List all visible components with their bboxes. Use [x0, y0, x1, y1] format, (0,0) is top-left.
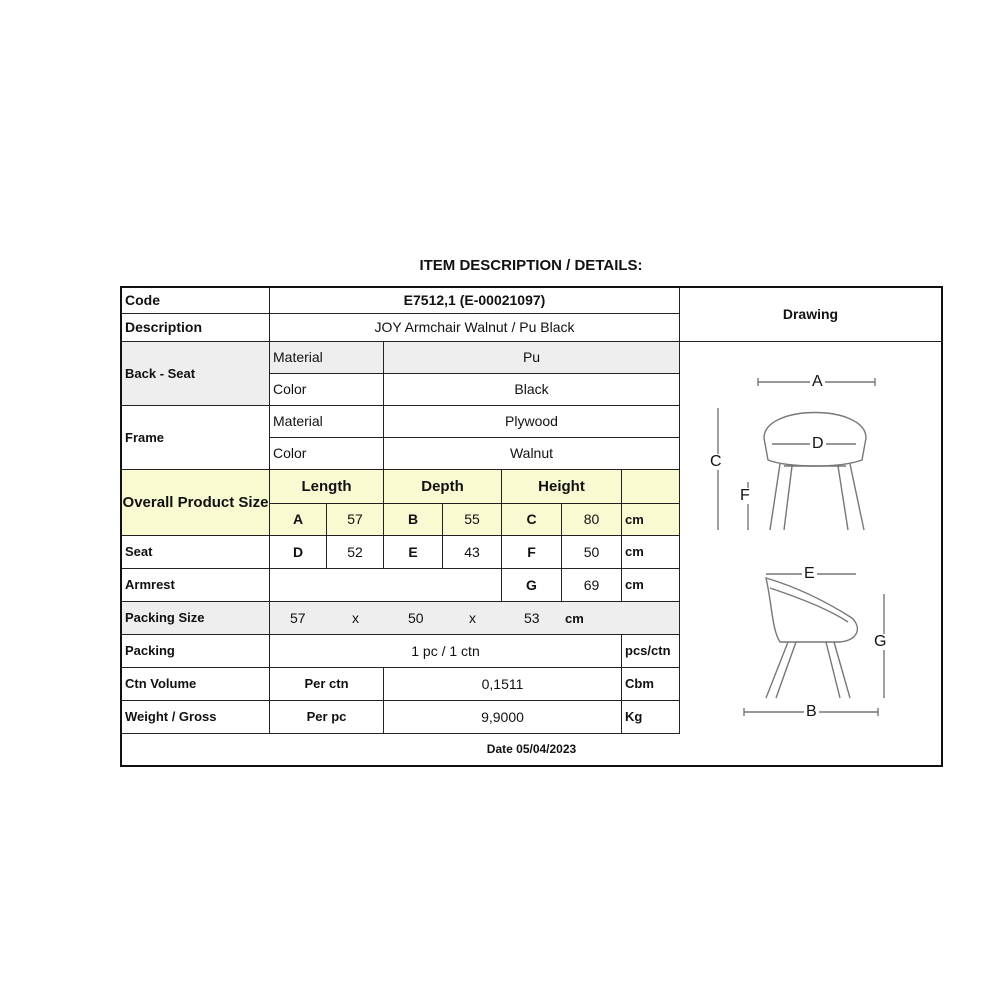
dim-f-value: 50: [562, 536, 622, 569]
packing-x-2: x: [469, 610, 476, 626]
dim-a-label: A: [270, 504, 327, 536]
date-footer: Date 05/04/2023: [486, 742, 577, 757]
unit-header-blank: [622, 470, 680, 504]
packing-width: 50: [408, 610, 424, 626]
front-leg-1: [770, 464, 780, 530]
seat-label: Seat: [122, 536, 270, 569]
drawing-header: Drawing: [680, 288, 941, 342]
packing-value: 1 pc / 1 ctn: [270, 635, 622, 668]
armrest-unit: cm: [622, 569, 680, 602]
weight-value: 9,9000: [384, 701, 622, 734]
weight-label: Weight / Gross: [122, 701, 270, 734]
dim-e-label: E: [384, 536, 443, 569]
side-leg-2: [776, 642, 796, 698]
dim-g-label: G: [502, 569, 562, 602]
code-value: E7512,1 (E-00021097): [270, 288, 680, 314]
dim-b-label: B: [384, 504, 443, 536]
dim-d-value: 52: [327, 536, 384, 569]
overall-unit: cm: [622, 504, 680, 536]
packing-height: 53: [524, 610, 540, 626]
drawing-label-d: D: [812, 435, 824, 452]
spec-sheet: [120, 286, 943, 767]
length-header: Length: [270, 470, 384, 504]
packing-size-unit: cm: [565, 611, 584, 626]
side-leg-4: [834, 642, 850, 698]
frame-color-label: Color: [270, 438, 384, 470]
frame-color: Walnut: [384, 438, 680, 470]
page-title: ITEM DESCRIPTION / DETAILS:: [419, 257, 643, 274]
chair-drawing: [680, 342, 941, 734]
code-label: Code: [122, 288, 270, 314]
dim-d-label: D: [270, 536, 327, 569]
packing-size-label: Packing Size: [122, 602, 270, 635]
overall-size-label: Overall Product Size: [122, 470, 270, 536]
front-leg-4: [850, 464, 864, 530]
armrest-label: Armrest: [122, 569, 270, 602]
dim-f-label: F: [502, 536, 562, 569]
ctn-volume-unit: Cbm: [622, 668, 680, 701]
dim-c-label: C: [502, 504, 562, 536]
back-seat-label: Back - Seat: [122, 342, 270, 406]
front-leg-3: [838, 466, 848, 530]
armrest-blank: [270, 569, 502, 602]
drawing-label-e: E: [804, 565, 815, 582]
frame-material: Plywood: [384, 406, 680, 438]
weight-unit: Kg: [622, 701, 680, 734]
drawing-label-f: F: [740, 487, 750, 504]
chair-drawing-svg: [680, 342, 941, 734]
side-armrest: [770, 588, 848, 622]
description-label: Description: [122, 314, 270, 342]
packing-label: Packing: [122, 635, 270, 668]
dim-e-value: 43: [443, 536, 502, 569]
back-seat-material: Pu: [384, 342, 680, 374]
dim-c-value: 80: [562, 504, 622, 536]
side-leg-3: [826, 642, 840, 698]
drawing-label-a: A: [812, 373, 823, 390]
frame-material-label: Material: [270, 406, 384, 438]
packing-x-1: x: [352, 610, 359, 626]
ctn-volume-value: 0,1511: [384, 668, 622, 701]
ctn-volume-label: Ctn Volume: [122, 668, 270, 701]
back-seat-color-label: Color: [270, 374, 384, 406]
description-value: JOY Armchair Walnut / Pu Black: [270, 314, 680, 342]
packing-length: 57: [290, 610, 306, 626]
ctn-volume-per: Per ctn: [270, 668, 384, 701]
depth-header: Depth: [384, 470, 502, 504]
packing-unit: pcs/ctn: [622, 635, 680, 668]
side-leg-1: [766, 642, 788, 698]
side-shell: [766, 578, 857, 642]
front-leg-2: [784, 466, 792, 530]
height-header: Height: [502, 470, 622, 504]
drawing-label-g: G: [874, 633, 887, 650]
back-seat-color: Black: [384, 374, 680, 406]
back-seat-material-label: Material: [270, 342, 384, 374]
dim-g-value: 69: [562, 569, 622, 602]
packing-size-values: [270, 602, 680, 635]
weight-per: Per pc: [270, 701, 384, 734]
drawing-label-c: C: [710, 453, 722, 470]
drawing-label-b: B: [806, 703, 817, 720]
frame-label: Frame: [122, 406, 270, 470]
seat-unit: cm: [622, 536, 680, 569]
dim-a-value: 57: [327, 504, 384, 536]
dim-b-value: 55: [443, 504, 502, 536]
